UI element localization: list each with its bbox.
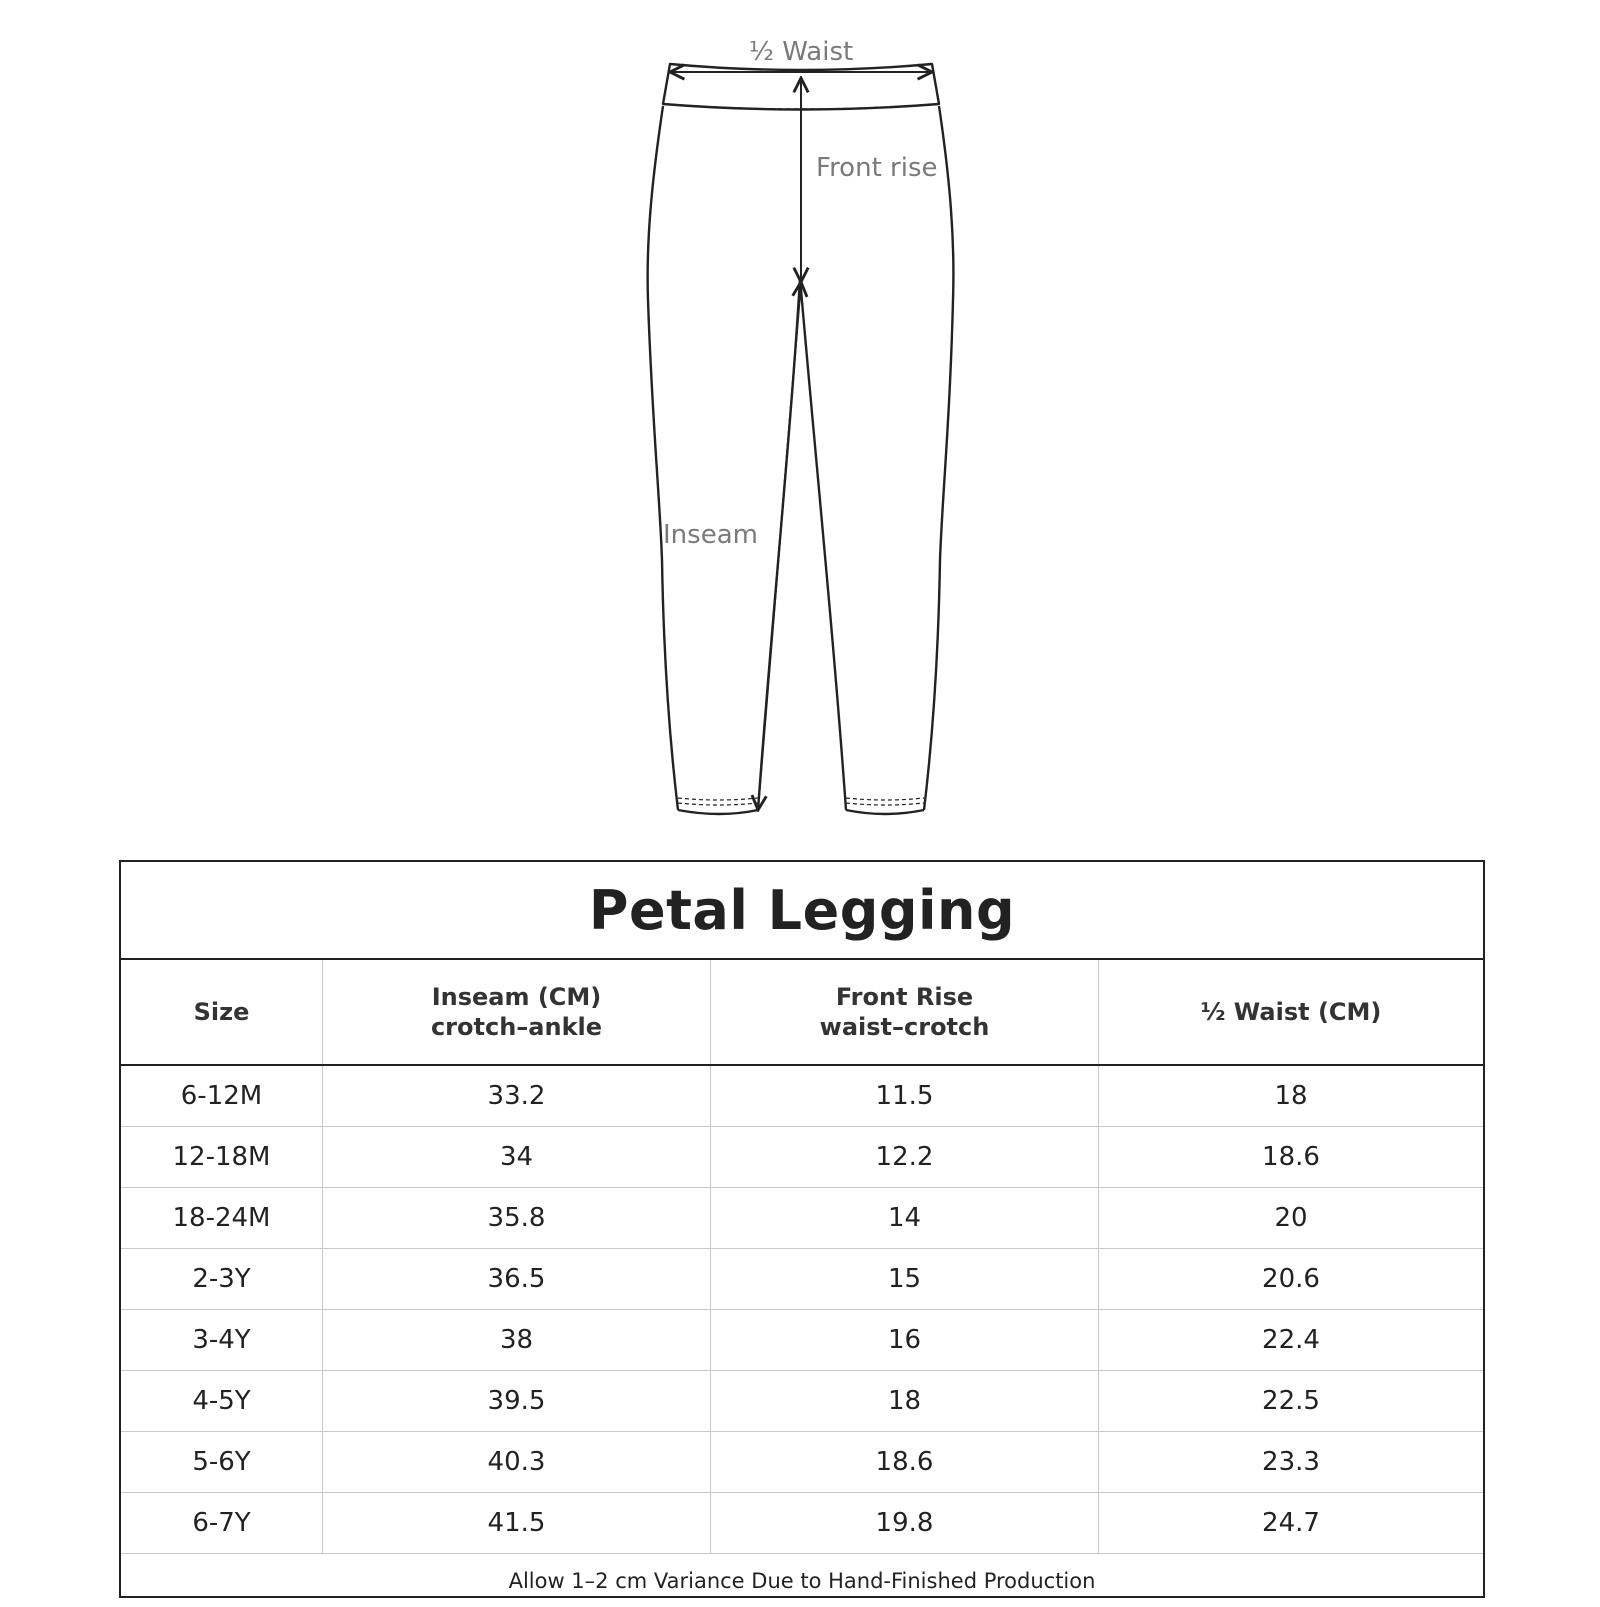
half-waist-cell: 18.6 (1098, 1127, 1483, 1187)
inseam-cell: 39.5 (322, 1371, 710, 1431)
inseam-arrow (758, 282, 801, 810)
inseam-cell: 33.2 (322, 1066, 710, 1126)
header-half-waist: ½ Waist (CM) (1098, 960, 1483, 1064)
half-waist-label: ½ Waist (748, 37, 854, 67)
table-row (121, 1249, 1483, 1310)
front-rise-cell: 19.8 (710, 1493, 1098, 1553)
table-row (121, 1493, 1483, 1554)
front-rise-cell: 14 (710, 1188, 1098, 1248)
size-cell: 5-6Y (192, 1447, 251, 1477)
front-rise-cell: 12.2 (710, 1127, 1098, 1187)
front-rise-label: Front rise (816, 153, 938, 183)
half-waist-cell: 20 (1098, 1188, 1483, 1248)
half-waist-cell: 18 (1098, 1066, 1483, 1126)
front-rise-cell: 15 (710, 1249, 1098, 1309)
front-rise-cell: 16 (710, 1310, 1098, 1370)
table-row (121, 1432, 1483, 1493)
inseam-cell: 34 (322, 1127, 710, 1187)
header-inseam: Inseam (CM) crotch–ankle (322, 960, 710, 1064)
table-row (121, 1188, 1483, 1249)
size-cell: 3-4Y (192, 1325, 251, 1355)
front-rise-cell: 11.5 (710, 1066, 1098, 1126)
table-row (121, 1371, 1483, 1432)
header-front-rise: Front Rise waist–crotch (710, 960, 1098, 1064)
table-row (121, 1127, 1483, 1188)
inseam-cell: 36.5 (322, 1249, 710, 1309)
table-title: Petal Legging (588, 878, 1016, 942)
size-cell: 6-7Y (192, 1508, 251, 1538)
footer-note-row (121, 1554, 1483, 1607)
inseam-cell: 38 (322, 1310, 710, 1370)
half-waist-cell: 24.7 (1098, 1493, 1483, 1553)
footer-note: Allow 1–2 cm Variance Due to Hand-Finished Production (508, 1568, 1096, 1593)
half-waist-cell: 23.3 (1098, 1432, 1483, 1492)
table-row (121, 1310, 1483, 1371)
header-row (121, 960, 1483, 1066)
half-waist-cell: 22.5 (1098, 1371, 1483, 1431)
size-cell: 2-3Y (192, 1264, 251, 1294)
size-cell: 4-5Y (192, 1386, 251, 1416)
size-cell: 6-12M (180, 1081, 263, 1111)
header-size: Size (193, 998, 250, 1026)
half-waist-cell: 22.4 (1098, 1310, 1483, 1370)
inseam-cell: 35.8 (322, 1188, 710, 1248)
half-waist-cell: 20.6 (1098, 1249, 1483, 1309)
size-chart-table (119, 860, 1485, 1598)
inseam-label: Inseam (663, 520, 758, 550)
front-rise-cell: 18.6 (710, 1432, 1098, 1492)
table-row (121, 1066, 1483, 1127)
inseam-cell: 40.3 (322, 1432, 710, 1492)
inseam-cell: 41.5 (322, 1493, 710, 1553)
size-cell: 18-24M (172, 1203, 271, 1233)
size-cell: 12-18M (172, 1142, 271, 1172)
front-rise-cell: 18 (710, 1371, 1098, 1431)
table-title-row (121, 862, 1483, 960)
